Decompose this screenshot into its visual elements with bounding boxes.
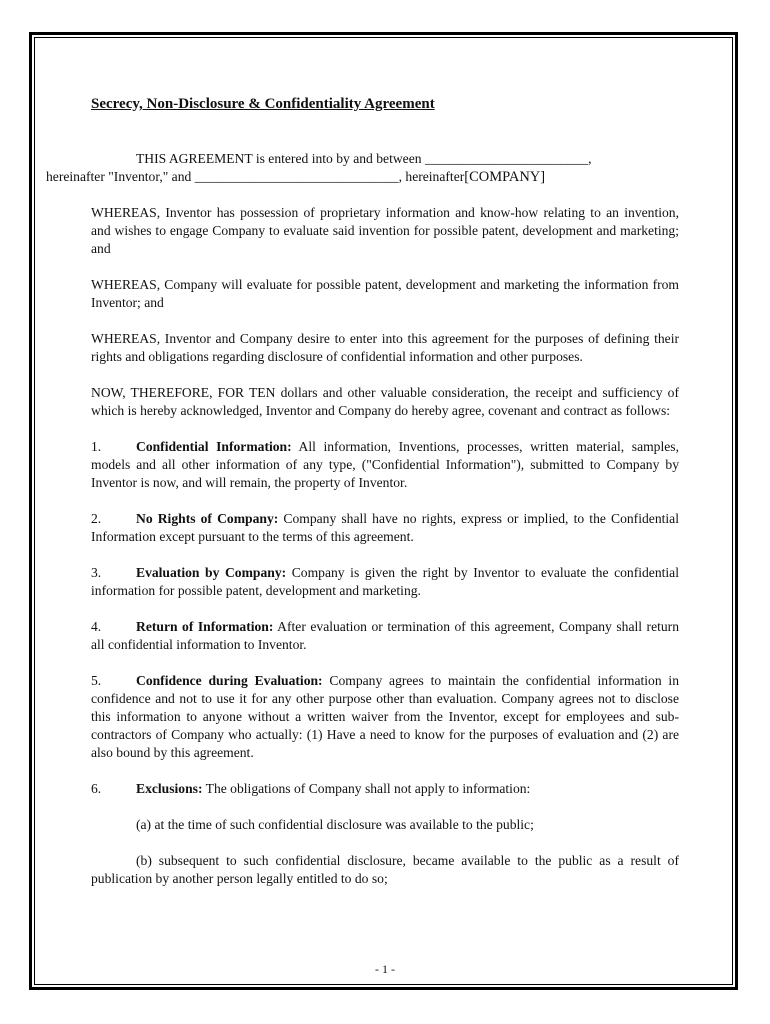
clause-text: Company agrees to maintain the confidential information in confidence and not to use it for any other purpose other than evaluation. Company agrees not to disclose this information to anyone without a written waiver from the Inventor, except for employees and sub-contractors of Company who actually: (1) Have a need to know for the purposes of evaluation and (2) are also bound by this agreement. — [91, 673, 679, 760]
company-placeholder: [COMPANY] — [464, 169, 546, 185]
clause-heading: Return of Information: — [136, 619, 274, 634]
clause-6 — [91, 780, 679, 798]
clause-heading: No Rights of Company: — [136, 511, 279, 526]
clause-number: 6. — [91, 781, 102, 796]
intro-line-2: hereinafter "Inventor," and ______________________________, hereinafter — [46, 169, 465, 184]
clause-number: 4. — [91, 619, 102, 634]
whereas-paragraph-2: WHEREAS, Company will evaluate for possible patent, development and marketing the information from Inventor; and — [91, 277, 679, 310]
page-number: - 1 - — [375, 962, 395, 976]
whereas-paragraph-3: WHEREAS, Inventor and Company desire to enter into this agreement for the purposes of defining their rights and obligations regarding disclosure of confidential information and other purposes. — [91, 331, 679, 364]
whereas-paragraph-1: WHEREAS, Inventor has possession of proprietary information and know-how relating to an invention, and wishes to engage Company to evaluate said invention for possible patent, development and marketing; and — [91, 205, 679, 256]
clause-heading: Confidence during Evaluation: — [136, 673, 323, 688]
clause-number: 1. — [91, 439, 102, 454]
clause-text: The obligations of Company shall not apply to information: — [202, 781, 531, 796]
clause-5 — [91, 672, 679, 762]
clause-3 — [91, 564, 679, 600]
clause-number: 2. — [91, 511, 102, 526]
exclusion-b: (b) subsequent to such confidential disclosure, became available to the public as a result of publication by another person legally entitled to do so; — [91, 853, 679, 886]
clause-text: Company is given the right by Inventor to evaluate the confidential information for possible patent, development and marketing. — [91, 565, 679, 598]
clause-heading: Evaluation by Company: — [136, 565, 287, 580]
clause-number: 5. — [91, 673, 102, 688]
clause-4 — [91, 618, 679, 654]
document-title: Secrecy, Non-Disclosure & Confidentiality Agreement — [91, 96, 435, 112]
clause-1 — [91, 438, 679, 492]
intro-line-1: THIS AGREEMENT is entered into by and between ________________________, — [136, 151, 592, 166]
clause-text: After evaluation or termination of this agreement, Company shall return all confidential information to Inventor. — [91, 619, 680, 652]
clause-heading: Exclusions: — [136, 781, 203, 796]
clause-number: 3. — [91, 565, 102, 580]
clause-heading: Confidential Information: — [136, 439, 292, 454]
exclusion-a: (a) at the time of such confidential disclosure was available to the public; — [136, 817, 534, 832]
clause-text: All information, Inventions, processes, written material, samples, models and all other information of any type, ("Confidential Information"), submitted to Company by Inventor is now, and will remain, the property of Inventor. — [91, 439, 679, 490]
clause-text: Company shall have no rights, express or implied, to the Confidential Information except pursuant to the terms of this agreement. — [91, 511, 679, 544]
clause-2 — [91, 510, 679, 546]
intro-paragraph — [46, 150, 679, 186]
now-therefore-paragraph: NOW, THEREFORE, FOR TEN dollars and other valuable consideration, the receipt and sufficiency of which is hereby acknowledged, Inventor and Company do hereby agree, covenant and contract as follows: — [91, 385, 679, 418]
document-body — [46, 95, 680, 906]
